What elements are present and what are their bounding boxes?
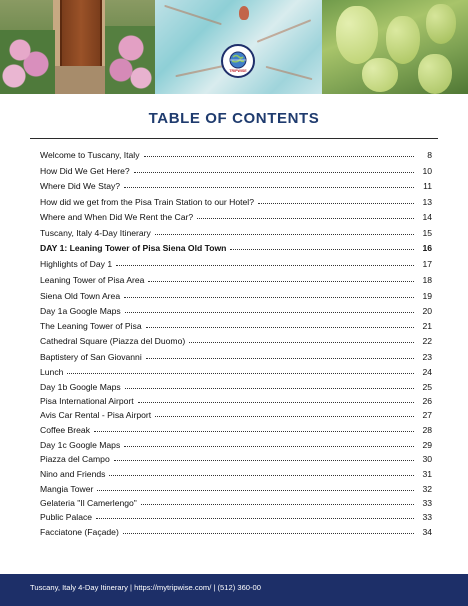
wooden-door <box>60 0 102 66</box>
toc-entry-page: 18 <box>422 275 432 285</box>
toc-entry-title: Public Palace <box>40 512 93 522</box>
photo-grapes <box>322 0 468 94</box>
toc-entry-title: How Did We Get Here? <box>40 166 130 176</box>
toc-entry-title: Cathedral Square (Piazza del Duomo) <box>40 336 186 346</box>
toc-leader-dots <box>144 155 414 157</box>
toc-leader-dots <box>189 341 414 343</box>
toc-leader-dots <box>97 489 414 491</box>
toc-entry[interactable] <box>40 466 432 479</box>
toc-entry[interactable] <box>40 225 432 238</box>
toc-entry-page: 23 <box>422 352 432 362</box>
toc-entry-title: The Leaning Tower of Pisa <box>40 321 142 331</box>
toc-entry[interactable] <box>40 407 432 420</box>
toc-leader-dots <box>197 217 414 219</box>
toc-entry-title: Where and When Did We Rent the Car? <box>40 212 194 222</box>
toc-entry-page: 29 <box>422 440 432 450</box>
toc-entry[interactable] <box>40 272 432 285</box>
toc-entry-page: 13 <box>422 197 432 207</box>
marble-vein <box>257 19 312 43</box>
toc-leader-dots <box>124 186 414 188</box>
toc-entry-title: Facciatone (Façade) <box>40 527 119 537</box>
toc-entry[interactable] <box>40 393 432 406</box>
toc-entry-title: Day 1c Google Maps <box>40 440 121 450</box>
toc-entry-page: 26 <box>422 396 432 406</box>
toc-entry[interactable] <box>40 349 432 362</box>
toc-entry-page: 20 <box>422 306 432 316</box>
toc-entry-page: 33 <box>422 498 432 508</box>
toc-entry[interactable] <box>40 333 432 346</box>
toc-leader-dots <box>146 357 414 359</box>
toc-entry-title: Coffee Break <box>40 425 91 435</box>
toc-leader-dots <box>109 474 414 476</box>
toc-leader-dots <box>124 445 414 447</box>
toc-entry-page: 28 <box>422 425 432 435</box>
grape-cluster <box>362 58 398 92</box>
toc-entry-page: 16 <box>422 243 432 253</box>
marble-vein <box>175 65 224 77</box>
toc-leader-dots <box>94 430 414 432</box>
toc-entry-title: Avis Car Rental - Pisa Airport <box>40 410 152 420</box>
toc-entry[interactable] <box>40 481 432 494</box>
toc-leader-dots <box>155 233 414 235</box>
toc-leader-dots <box>258 202 414 204</box>
toc-entry-title: Lunch <box>40 367 64 377</box>
toc-entry-page: 27 <box>422 410 432 420</box>
toc-entry-title: Welcome to Tuscany, Italy <box>40 150 140 160</box>
toc-entry-title: Where Did We Stay? <box>40 181 121 191</box>
swimmer <box>239 6 249 20</box>
grape-cluster <box>386 16 420 64</box>
toc-leader-dots <box>141 503 414 505</box>
toc-entry-title: Gelateria "Il Camerlengo" <box>40 498 137 508</box>
toc-entry[interactable] <box>40 194 432 207</box>
footer-bar <box>0 574 468 606</box>
toc-leader-dots <box>230 248 414 250</box>
toc-entry[interactable] <box>40 147 432 160</box>
toc-leader-dots <box>146 326 414 328</box>
toc-entry-page: 11 <box>423 181 432 191</box>
marble-vein <box>266 66 313 80</box>
toc-entry[interactable] <box>40 240 432 253</box>
toc-entry[interactable] <box>40 451 432 464</box>
globe-logo-icon <box>221 44 255 78</box>
toc-entry-page: 25 <box>422 382 432 392</box>
toc-entry-title: How did we get from the Pisa Train Station to our Hotel? <box>40 197 254 207</box>
title-divider <box>30 138 438 139</box>
logo-text: TRIPWISE <box>229 69 247 73</box>
toc-entry-page: 8 <box>427 150 432 160</box>
toc-entry-title: Highlights of Day 1 <box>40 259 113 269</box>
toc-entry-page: 33 <box>422 512 432 522</box>
toc-entry-title: Leaning Tower of Pisa Area <box>40 275 145 285</box>
toc-entry[interactable] <box>40 422 432 435</box>
toc-leader-dots <box>124 296 414 298</box>
toc-entry-title: Baptistery of San Giovanni <box>40 352 142 362</box>
toc-entry[interactable] <box>40 364 432 377</box>
toc-entry[interactable] <box>40 288 432 301</box>
toc-entry-page: 22 <box>422 336 432 346</box>
toc-entry[interactable] <box>40 256 432 269</box>
toc-leader-dots <box>125 387 414 389</box>
photo-thermal-pools <box>155 0 322 94</box>
toc-leader-dots <box>148 280 414 282</box>
toc-entry-title: Mangia Tower <box>40 484 94 494</box>
grape-cluster <box>418 54 452 94</box>
toc-leader-dots <box>67 372 414 374</box>
toc-leader-dots <box>96 517 414 519</box>
toc-entry-page: 14 <box>422 212 432 222</box>
toc-leader-dots <box>134 171 414 173</box>
toc-entry-page: 19 <box>422 291 432 301</box>
page-title: TABLE OF CONTENTS <box>148 110 320 127</box>
globe-icon <box>225 48 251 74</box>
toc-entry-page: 31 <box>422 469 432 479</box>
toc-entry[interactable] <box>40 495 432 508</box>
toc-entry[interactable] <box>40 524 432 537</box>
toc-entry[interactable] <box>40 209 432 222</box>
toc-entry-title: DAY 1: Leaning Tower of Pisa Siena Old Town <box>40 243 227 253</box>
toc-entry[interactable] <box>40 163 432 176</box>
toc-entry-page: 34 <box>422 527 432 537</box>
toc-entry-title: Siena Old Town Area <box>40 291 121 301</box>
toc-leader-dots <box>114 459 414 461</box>
toc-entry-page: 10 <box>422 166 432 176</box>
toc-entry-page: 24 <box>422 367 432 377</box>
toc-entry-title: Nino and Friends <box>40 469 106 479</box>
toc-leader-dots <box>155 415 414 417</box>
toc-entry-page: 17 <box>422 259 432 269</box>
toc-leader-dots <box>123 532 414 534</box>
toc-entry[interactable] <box>40 509 432 522</box>
footer-text: Tuscany, Italy 4-Day Itinerary | https://mytripwise.com/ | (512) 360-00 <box>30 583 261 592</box>
hydrangea-right <box>105 26 155 94</box>
toc-entry[interactable] <box>40 318 432 331</box>
toc-leader-dots <box>116 264 414 266</box>
marble-vein <box>164 5 222 25</box>
toc-entry-title: Piazza del Campo <box>40 454 110 464</box>
toc-entry-page: 32 <box>422 484 432 494</box>
toc-entry-page: 21 <box>422 321 432 331</box>
toc-entry-title: Tuscany, Italy 4-Day Itinerary <box>40 228 151 238</box>
toc-entry[interactable] <box>40 178 432 191</box>
photo-doorway <box>0 0 155 94</box>
grape-cluster <box>426 4 456 44</box>
toc-entry[interactable] <box>40 303 432 316</box>
toc-entry-title: Day 1a Google Maps <box>40 306 121 316</box>
toc-leader-dots <box>125 311 414 313</box>
toc-entry-page: 15 <box>422 228 432 238</box>
hydrangea-left <box>0 30 55 94</box>
toc-leader-dots <box>138 401 414 403</box>
grape-cluster <box>336 6 378 64</box>
toc-entry-title: Pisa International Airport <box>40 396 134 406</box>
header-banner <box>0 0 468 94</box>
toc-entry[interactable] <box>40 379 432 392</box>
toc-entry[interactable] <box>40 437 432 450</box>
toc-entry-title: Day 1b Google Maps <box>40 382 121 392</box>
toc-entry-page: 30 <box>422 454 432 464</box>
